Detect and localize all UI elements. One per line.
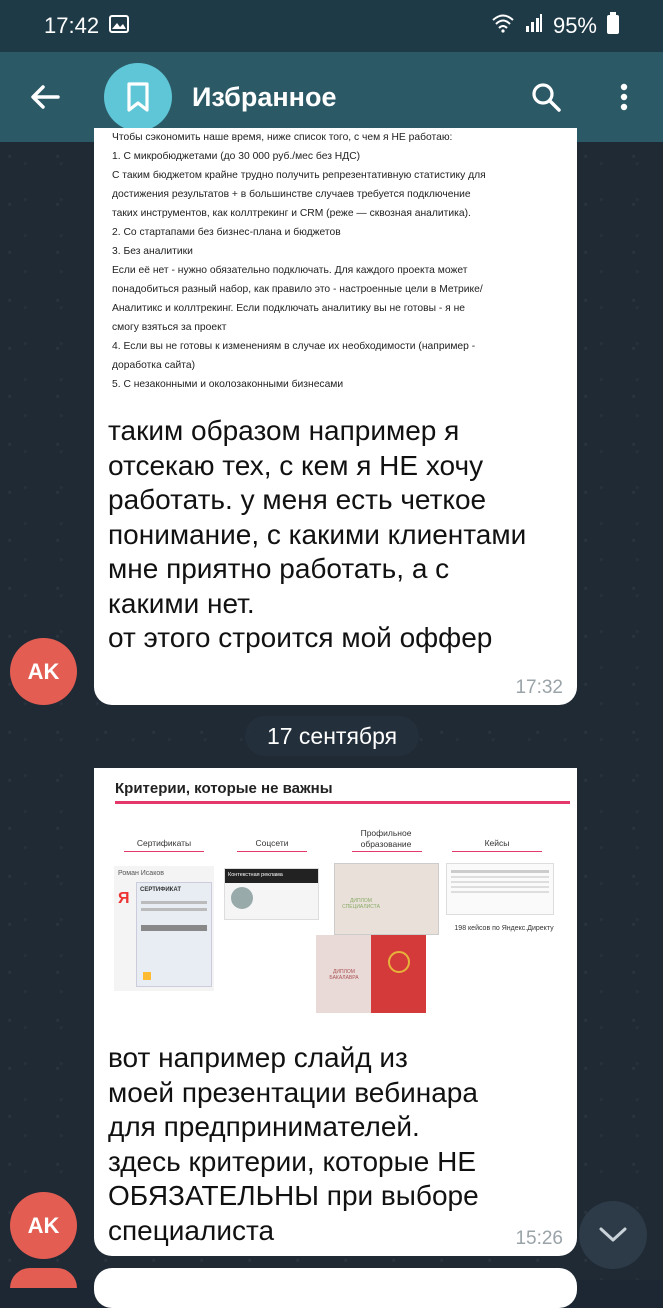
text-line: специалиста [108, 1214, 275, 1246]
message-image[interactable] [94, 128, 577, 400]
criterion-label: Сертификаты [136, 838, 192, 848]
text-line: таким образом например я [108, 415, 460, 446]
criterion-underline [452, 851, 542, 852]
scroll-down-button[interactable] [579, 1201, 647, 1269]
battery-icon [607, 12, 619, 40]
diploma-image [316, 935, 426, 1013]
doc-line: Аналитикс и коллтрекинг. Если подключать аналитику вы не готовы - я не [112, 303, 465, 314]
cert-card [136, 882, 212, 987]
bookmark-icon [125, 81, 151, 113]
certificate-image [114, 866, 214, 991]
avatar[interactable]: AK [10, 1192, 77, 1259]
status-time: 17:42 [44, 13, 100, 38]
chat-area[interactable] [0, 132, 663, 1280]
yandex-logo-icon: Я [118, 890, 130, 907]
doc-line: 3. Без аналитики [112, 246, 193, 257]
avatar[interactable]: AK [10, 638, 77, 705]
signal-icon [525, 13, 543, 39]
more-vertical-icon [620, 83, 628, 111]
arrow-left-icon [30, 84, 60, 110]
doc-line: смогу взяться за проект [112, 322, 227, 333]
cases-image [446, 863, 554, 915]
doc-line: 5. С незаконными и околозаконными бизнесами [112, 379, 344, 390]
message-bubble[interactable] [94, 1268, 577, 1308]
message-bubble[interactable] [94, 132, 577, 705]
message-text [94, 400, 577, 656]
doc-line: таких инструментов, как коллтрекинг и CRM (реже — сквозная аналитика). [112, 208, 471, 219]
doc-line: 4. Если вы не готовы к изменениям в случае их необходимости (например - [112, 341, 476, 352]
criterion-underline [124, 851, 204, 852]
text-line: ОБЯЗАТЕЛЬНЫ при выборе [108, 1180, 479, 1211]
gallery-icon [109, 13, 129, 39]
criterion-underline [237, 851, 307, 852]
text-line: понимание, с какими клиентами [108, 518, 527, 550]
emblem-icon [388, 951, 410, 973]
chevron-down-icon [599, 1227, 627, 1243]
profile-avatar [231, 887, 253, 909]
criterion-underline [352, 851, 422, 852]
cert-name: Роман Исаков [118, 870, 164, 877]
text-line: моей презентации вебинара [108, 1076, 478, 1108]
doc-line: Если её нет - нужно обязательно подключать. Для каждого проекта может [112, 265, 468, 276]
diploma-label: ДИПЛОМ СПЕЦИАЛИСТА [342, 898, 380, 910]
slide-divider [115, 801, 570, 804]
doc-line: Чтобы сэкономить наше время, ниже список того, с чем я НЕ работаю: [112, 132, 453, 143]
diploma-image [334, 863, 439, 935]
slide-title: Критерии, которые не важны [115, 780, 333, 797]
wifi-icon [491, 13, 515, 39]
more-button[interactable] [585, 52, 663, 142]
doc-line: доработка сайта) [112, 360, 196, 371]
text-line: для предпринимателей. [108, 1111, 420, 1142]
avatar[interactable] [10, 1268, 77, 1288]
back-button[interactable] [0, 52, 90, 142]
text-line: вот например слайд из [108, 1042, 408, 1073]
text-line: от этого строится мой оффер [108, 622, 493, 653]
saved-messages-avatar[interactable] [104, 63, 172, 131]
text-line: мне приятно работать, а с [108, 553, 450, 584]
message-time: 15:26 [515, 1228, 563, 1249]
criterion-label: Профильное образование [360, 828, 412, 849]
chat-title[interactable]: Избранное [192, 81, 337, 112]
social-caption: Контекстная реклама [225, 869, 318, 883]
date-separator: 17 сентября [245, 716, 419, 756]
message-image[interactable] [94, 768, 577, 1023]
message-bubble[interactable] [94, 768, 577, 1256]
message-text [94, 1023, 577, 1248]
diploma-label: ДИПЛОМ БАКАЛАВРА [329, 969, 359, 981]
cases-caption: 198 кейсов по Яндекс.Директу [454, 925, 554, 932]
text-line: какими нет. [108, 587, 255, 619]
criterion-label: Кейсы [484, 838, 510, 848]
doc-line: понадобиться разный набор, как правило это - настроенные цели в Метрике/ [112, 284, 483, 295]
text-line: здесь критерии, которые НЕ [108, 1145, 477, 1177]
text-line: отсекаю тех, с кем я НЕ хочу [108, 449, 484, 481]
doc-line: достижения результатов + в большинстве случаев требуется подключение [112, 189, 471, 200]
doc-line: 1. С микробюджетами (до 30 000 руб./мес без НДС) [112, 151, 361, 162]
status-bar [0, 0, 663, 52]
criterion-label: Соцсети [255, 838, 289, 848]
cert-label: СЕРТИФИКАТ [140, 887, 182, 893]
message-time: 17:32 [515, 677, 563, 698]
text-line: работать. у меня есть четкое [108, 484, 487, 515]
social-image [224, 868, 319, 920]
search-icon [531, 82, 561, 112]
doc-line: С таким бюджетом крайне трудно получить репрезентативную статистику для [112, 170, 486, 181]
doc-line: 2. Со стартапами без бизнес-плана и бюджетов [112, 227, 341, 238]
battery-percent: 95% [552, 13, 597, 38]
